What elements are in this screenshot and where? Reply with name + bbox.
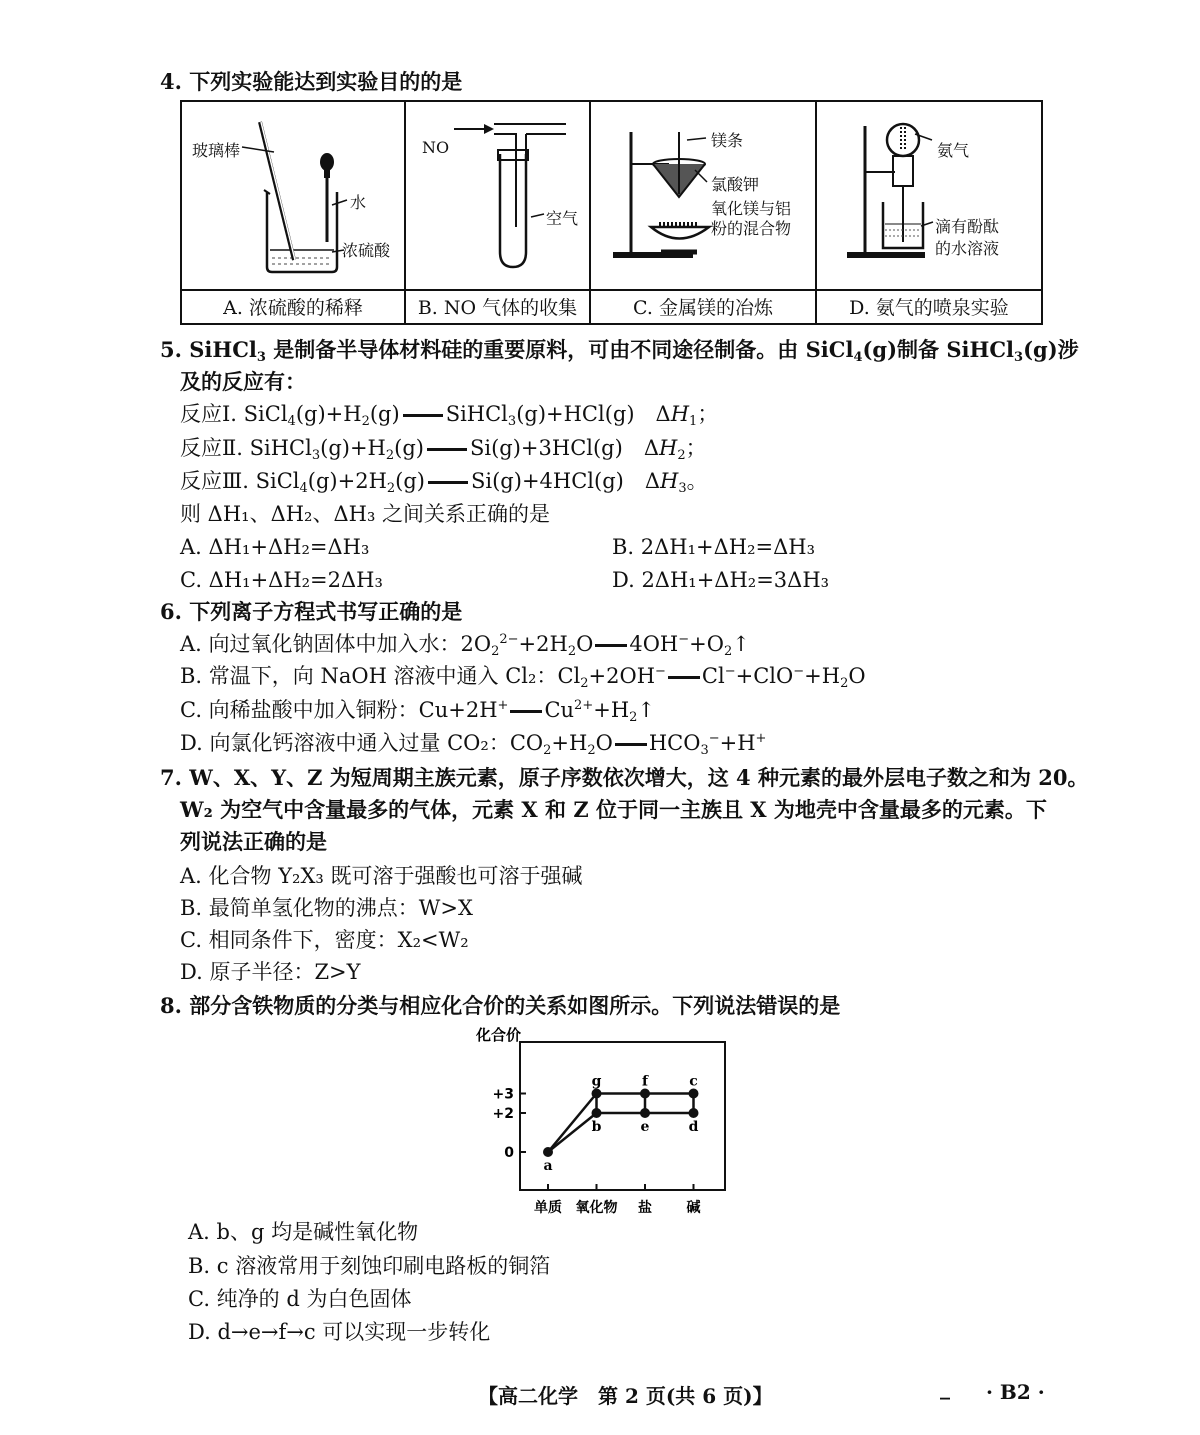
q5-option-a[interactable]: A. ΔH₁+ΔH₂=ΔH₃ [180, 535, 370, 559]
q5-reaction-3: 反应Ⅲ. $SiCl_4(g)+2H_2(g)$ Si(g)+4HCl(g) $\Delta H_3$。 [180, 469, 708, 496]
y-tick-label: +3 [492, 1086, 514, 1103]
q7-option-b[interactable]: B. 最简单氢化物的沸点：W>X [180, 896, 473, 920]
label-water: 水 [350, 193, 367, 212]
chart-edge [548, 1094, 597, 1153]
fountain-figure [817, 102, 1041, 287]
q5-stem-line2: 及的反应有： [180, 369, 306, 394]
q4-figure-b [406, 102, 591, 289]
no-collection-figure [406, 102, 589, 287]
q4-caption-d: D. 氨气的喷泉实验 [817, 289, 1041, 325]
q5-question: 则 ΔH₁、ΔH₂、ΔH₃ 之间关系正确的是 [180, 502, 551, 526]
q5-option-b[interactable]: B. 2ΔH₁+ΔH₂=ΔH₃ [612, 535, 816, 559]
chart-point-label: c [689, 1073, 698, 1090]
label-glass-rod: 玻璃棒 [192, 141, 241, 160]
q5-stem-line1: 5. SiHCl$_3$ 是制备半导体材料硅的重要原料，可由不同途径制备。由 SiCl$_4$(g)制备 SiHCl$_3$(g)涉 [160, 337, 1079, 365]
q7-option-c[interactable]: C. 相同条件下，密度：X₂<W₂ [180, 928, 469, 952]
label-mgo-al-line2: 粉的混合物 [711, 219, 792, 238]
label-no: NO [422, 138, 450, 157]
q4-apparatus-table [180, 100, 1043, 325]
chart-point-a [543, 1147, 553, 1157]
q7-option-a[interactable]: A. 化合物 Y₂X₃ 既可溶于强酸也可溶于强碱 [180, 864, 583, 888]
q4-caption-b: B. NO 气体的收集 [406, 289, 591, 325]
chart-point-e [640, 1108, 650, 1118]
chart-point-f [640, 1089, 650, 1099]
chart-point-c [689, 1089, 699, 1099]
q4-caption-c: C. 金属镁的冶炼 [591, 289, 817, 325]
q4-figure-c [591, 102, 817, 289]
q7-stem-line2: W₂ 为空气中含量最多的气体，元素 X 和 Z 位于同一主族且 X 为地壳中含量最多的元素。下 [180, 797, 1047, 822]
q4-stem: 4. 下列实验能达到实验目的的是 [160, 69, 463, 94]
iron-valence-chart [470, 1020, 740, 1220]
chart-edge [548, 1113, 597, 1152]
label-phenol-line1: 滴有酚酞 [935, 217, 1000, 236]
y-tick-label: +2 [492, 1106, 514, 1122]
q5-reaction-1: 反应Ⅰ. $SiCl_4(g)+H_2(g)$ SiHCl$_3$(g)+HCl(g) $\Delta H_1$； [180, 402, 719, 429]
q6-option-a[interactable]: A. 向过氧化钠固体中加入水：$2O_2^{2-}+2H_2O$ $4OH^-+O_2↑$ [180, 632, 750, 659]
y-tick-label: 0 [504, 1145, 514, 1161]
thermite-figure [591, 102, 815, 287]
label-mgo-al-line1: 氧化镁与铝 [711, 199, 792, 218]
q8-option-c[interactable]: C. 纯净的 d 为白色固体 [188, 1287, 412, 1311]
q7-stem-line1: 7. W、X、Y、Z 为短周期主族元素，原子序数依次增大，这 4 种元素的最外层电子数之和为 20。 [160, 765, 1089, 790]
footer-page-info: 【高二化学 第 2 页(共 6 页)】 [478, 1384, 773, 1408]
q5-option-c[interactable]: C. ΔH₁+ΔH₂=2ΔH₃ [180, 568, 383, 592]
label-conc-sulfuric-acid: 浓硫酸 [342, 241, 391, 260]
chart-point-d [689, 1108, 699, 1118]
chart-point-label: a [543, 1158, 553, 1174]
q7-option-d[interactable]: D. 原子半径：Z>Y [180, 960, 361, 984]
label-air: 空气 [546, 209, 579, 228]
chart-point-label: f [641, 1073, 649, 1090]
chart-point-label: b [591, 1119, 602, 1135]
q6-stem: 6. 下列离子方程式书写正确的是 [160, 599, 463, 624]
footer-code: · B2 · [986, 1380, 1045, 1404]
chart-point-b [592, 1108, 602, 1118]
q8-option-a[interactable]: A. b、g 均是碱性氧化物 [188, 1220, 419, 1244]
q5-option-d[interactable]: D. 2ΔH₁+ΔH₂=3ΔH₃ [612, 568, 830, 592]
chart-point-label: d [688, 1119, 699, 1135]
x-tick-label: 碱 [686, 1200, 701, 1216]
chart-point-g [592, 1089, 602, 1099]
chart-ylabel: 化合价 [476, 1026, 522, 1044]
label-kclo3: 氯酸钾 [711, 175, 760, 194]
x-tick-label: 氧化物 [575, 1200, 618, 1216]
label-ammonia: 氨气 [937, 141, 970, 160]
footer-marker-dash: _ [940, 1376, 950, 1400]
q7-stem-line3: 列说法正确的是 [180, 829, 327, 854]
chart-point-label: g [591, 1073, 602, 1090]
q6-option-d[interactable]: D. 向氯化钙溶液中通入过量 CO₂：$CO_2+H_2O$ $HCO_3^-+H^+$ [180, 731, 767, 758]
label-phenol-line2: 的水溶液 [935, 239, 1000, 258]
q4-figure-a [182, 102, 406, 289]
q6-option-c[interactable]: C. 向稀盐酸中加入铜粉：Cu+2H+ $Cu^{2+}+H_2↑$ [180, 698, 656, 725]
chart-point-label: e [640, 1119, 650, 1135]
label-mg-ribbon: 镁条 [711, 131, 744, 150]
q5-reaction-2: 反应Ⅱ. $SiHCl_3(g)+H_2(g)$ Si(g)+3HCl(g) $\Delta H_2$； [180, 436, 707, 463]
q8-option-d[interactable]: D. d→e→f→c 可以实现一步转化 [188, 1320, 491, 1344]
x-tick-label: 盐 [638, 1200, 652, 1216]
q6-option-b[interactable]: B. 常温下，向 NaOH 溶液中通入 Cl₂：$Cl_2+2OH^-$ $Cl^-+ClO^-+H_2O$ [180, 664, 866, 691]
q4-caption-a: A. 浓硫酸的稀释 [182, 289, 406, 325]
q4-figure-d [817, 102, 1041, 289]
x-tick-label: 单质 [534, 1200, 562, 1216]
q8-stem: 8. 部分含铁物质的分类与相应化合价的关系如图所示。下列说法错误的是 [160, 993, 841, 1018]
q8-option-b[interactable]: B. c 溶液常用于刻蚀印刷电路板的铜箔 [188, 1254, 551, 1278]
